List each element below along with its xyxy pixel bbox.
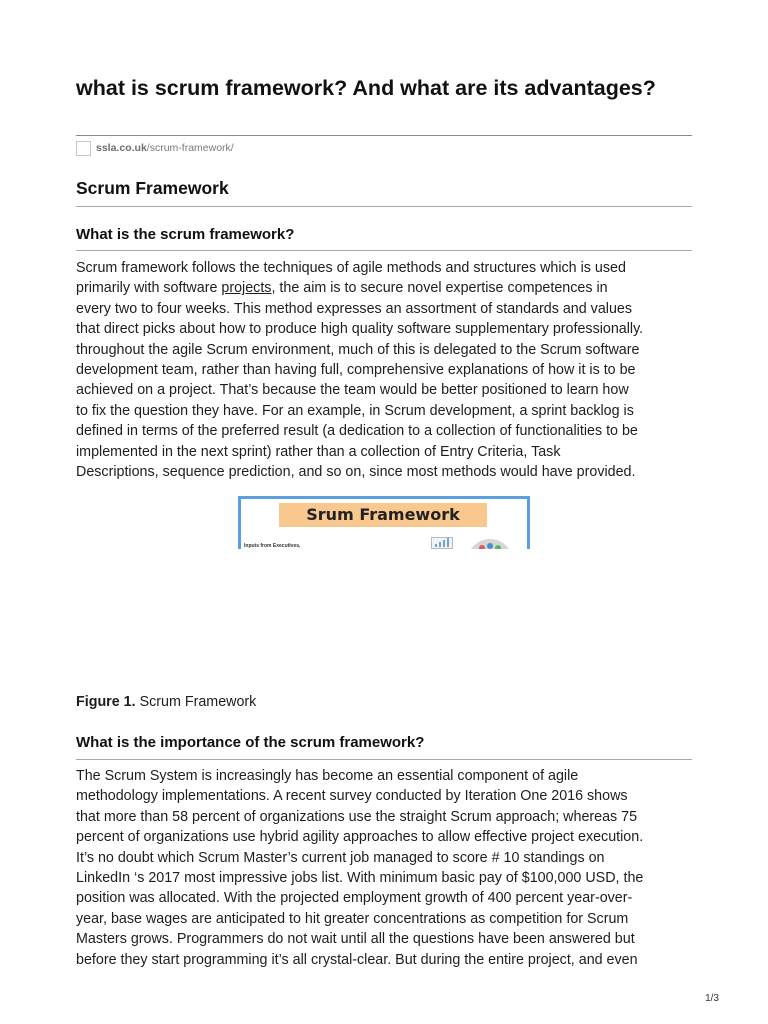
figure-caption-text: Scrum Framework [135, 694, 257, 710]
text-line: position was allocated. With the projected employment growth of 400 percent year-over- [76, 890, 633, 907]
figure-caption-label: Figure 1. [76, 694, 136, 710]
section-divider [76, 206, 692, 207]
text-line: that direct picks about how to produce high quality software supplementary professionally. [76, 321, 644, 338]
source-url[interactable] [76, 140, 234, 156]
figure-small-text: Inputs from Executives, [244, 543, 301, 549]
figure-banner: Srum Framework [279, 503, 487, 527]
paragraph-importance [76, 766, 698, 970]
page-title: what is scrum framework? And what are its advantages? [76, 76, 656, 100]
page-number: 1/3 [705, 993, 719, 1004]
text-line: methodology implementations. A recent survey conducted by Iteration One 2016 shows [76, 788, 628, 805]
text-line: It’s no doubt which Scrum Master’s current job managed to score # 10 standings on [76, 849, 605, 866]
favicon-placeholder-icon [76, 141, 91, 156]
text-line: implemented in the next sprint) rather than a collection of Entry Criteria, Task [76, 443, 561, 460]
text-line: Descriptions, sequence prediction, and so on, since most methods would have provided. [76, 464, 636, 481]
team-icon [467, 539, 513, 549]
text-line: development team, rather than having full, comprehensive explanations of how it is to be [76, 362, 636, 379]
paragraph-what-is [76, 258, 698, 482]
text-line: primarily with software projects, the aim is to secure novel expertise competences in [76, 280, 608, 297]
text-line: year, base wages are anticipated to hit greater concentrations as competition for Scrum [76, 910, 629, 927]
subsection-divider [76, 759, 692, 760]
text-line: percent of organizations use hybrid agility approaches to allow effective project execution. [76, 829, 644, 846]
text-line: Masters grows. Programmers do not wait until all the questions have been answered but [76, 931, 635, 948]
text-line: LinkedIn ‘s 2017 most impressive jobs list. With minimum basic pay of $100,000 USD, the [76, 870, 644, 887]
figure-caption [76, 694, 256, 710]
text-line: defined in terms of the preferred result (a dedication to a collection of functionalities to be [76, 423, 638, 440]
text-line: to fix the question they have. For an example, in Scrum development, a sprint backlog is [76, 402, 634, 419]
title-divider [76, 135, 692, 136]
scrum-framework-figure [238, 496, 530, 549]
text-line: achieved on a project. That’s because the team would be better positioned to learn how [76, 382, 629, 399]
chart-icon [431, 537, 453, 549]
text-line: that more than 58 percent of organizations use the straight Scrum approach; whereas 75 [76, 808, 638, 825]
text-line: throughout the agile Scrum environment, much of this is delegated to the Scrum software [76, 341, 640, 358]
projects-link[interactable]: projects [221, 280, 272, 297]
source-domain[interactable]: ssla.co.uk [96, 142, 147, 154]
text-line: every two to four weeks. This method expresses an assortment of standards and values [76, 300, 633, 317]
subsection-heading-what-is: What is the scrum framework? [76, 226, 295, 243]
text-line: Scrum framework follows the techniques of agile methods and structures which is used [76, 260, 626, 276]
section-heading: Scrum Framework [76, 178, 229, 198]
source-path[interactable]: /scrum-framework/ [146, 142, 234, 154]
subsection-heading-importance: What is the importance of the scrum framework? [76, 734, 425, 751]
text-line: before they start programming it’s all crystal-clear. But during the entire project, and even [76, 951, 638, 968]
text-line: The Scrum System is increasingly has become an essential component of agile [76, 768, 579, 784]
subsection-divider [76, 250, 692, 251]
